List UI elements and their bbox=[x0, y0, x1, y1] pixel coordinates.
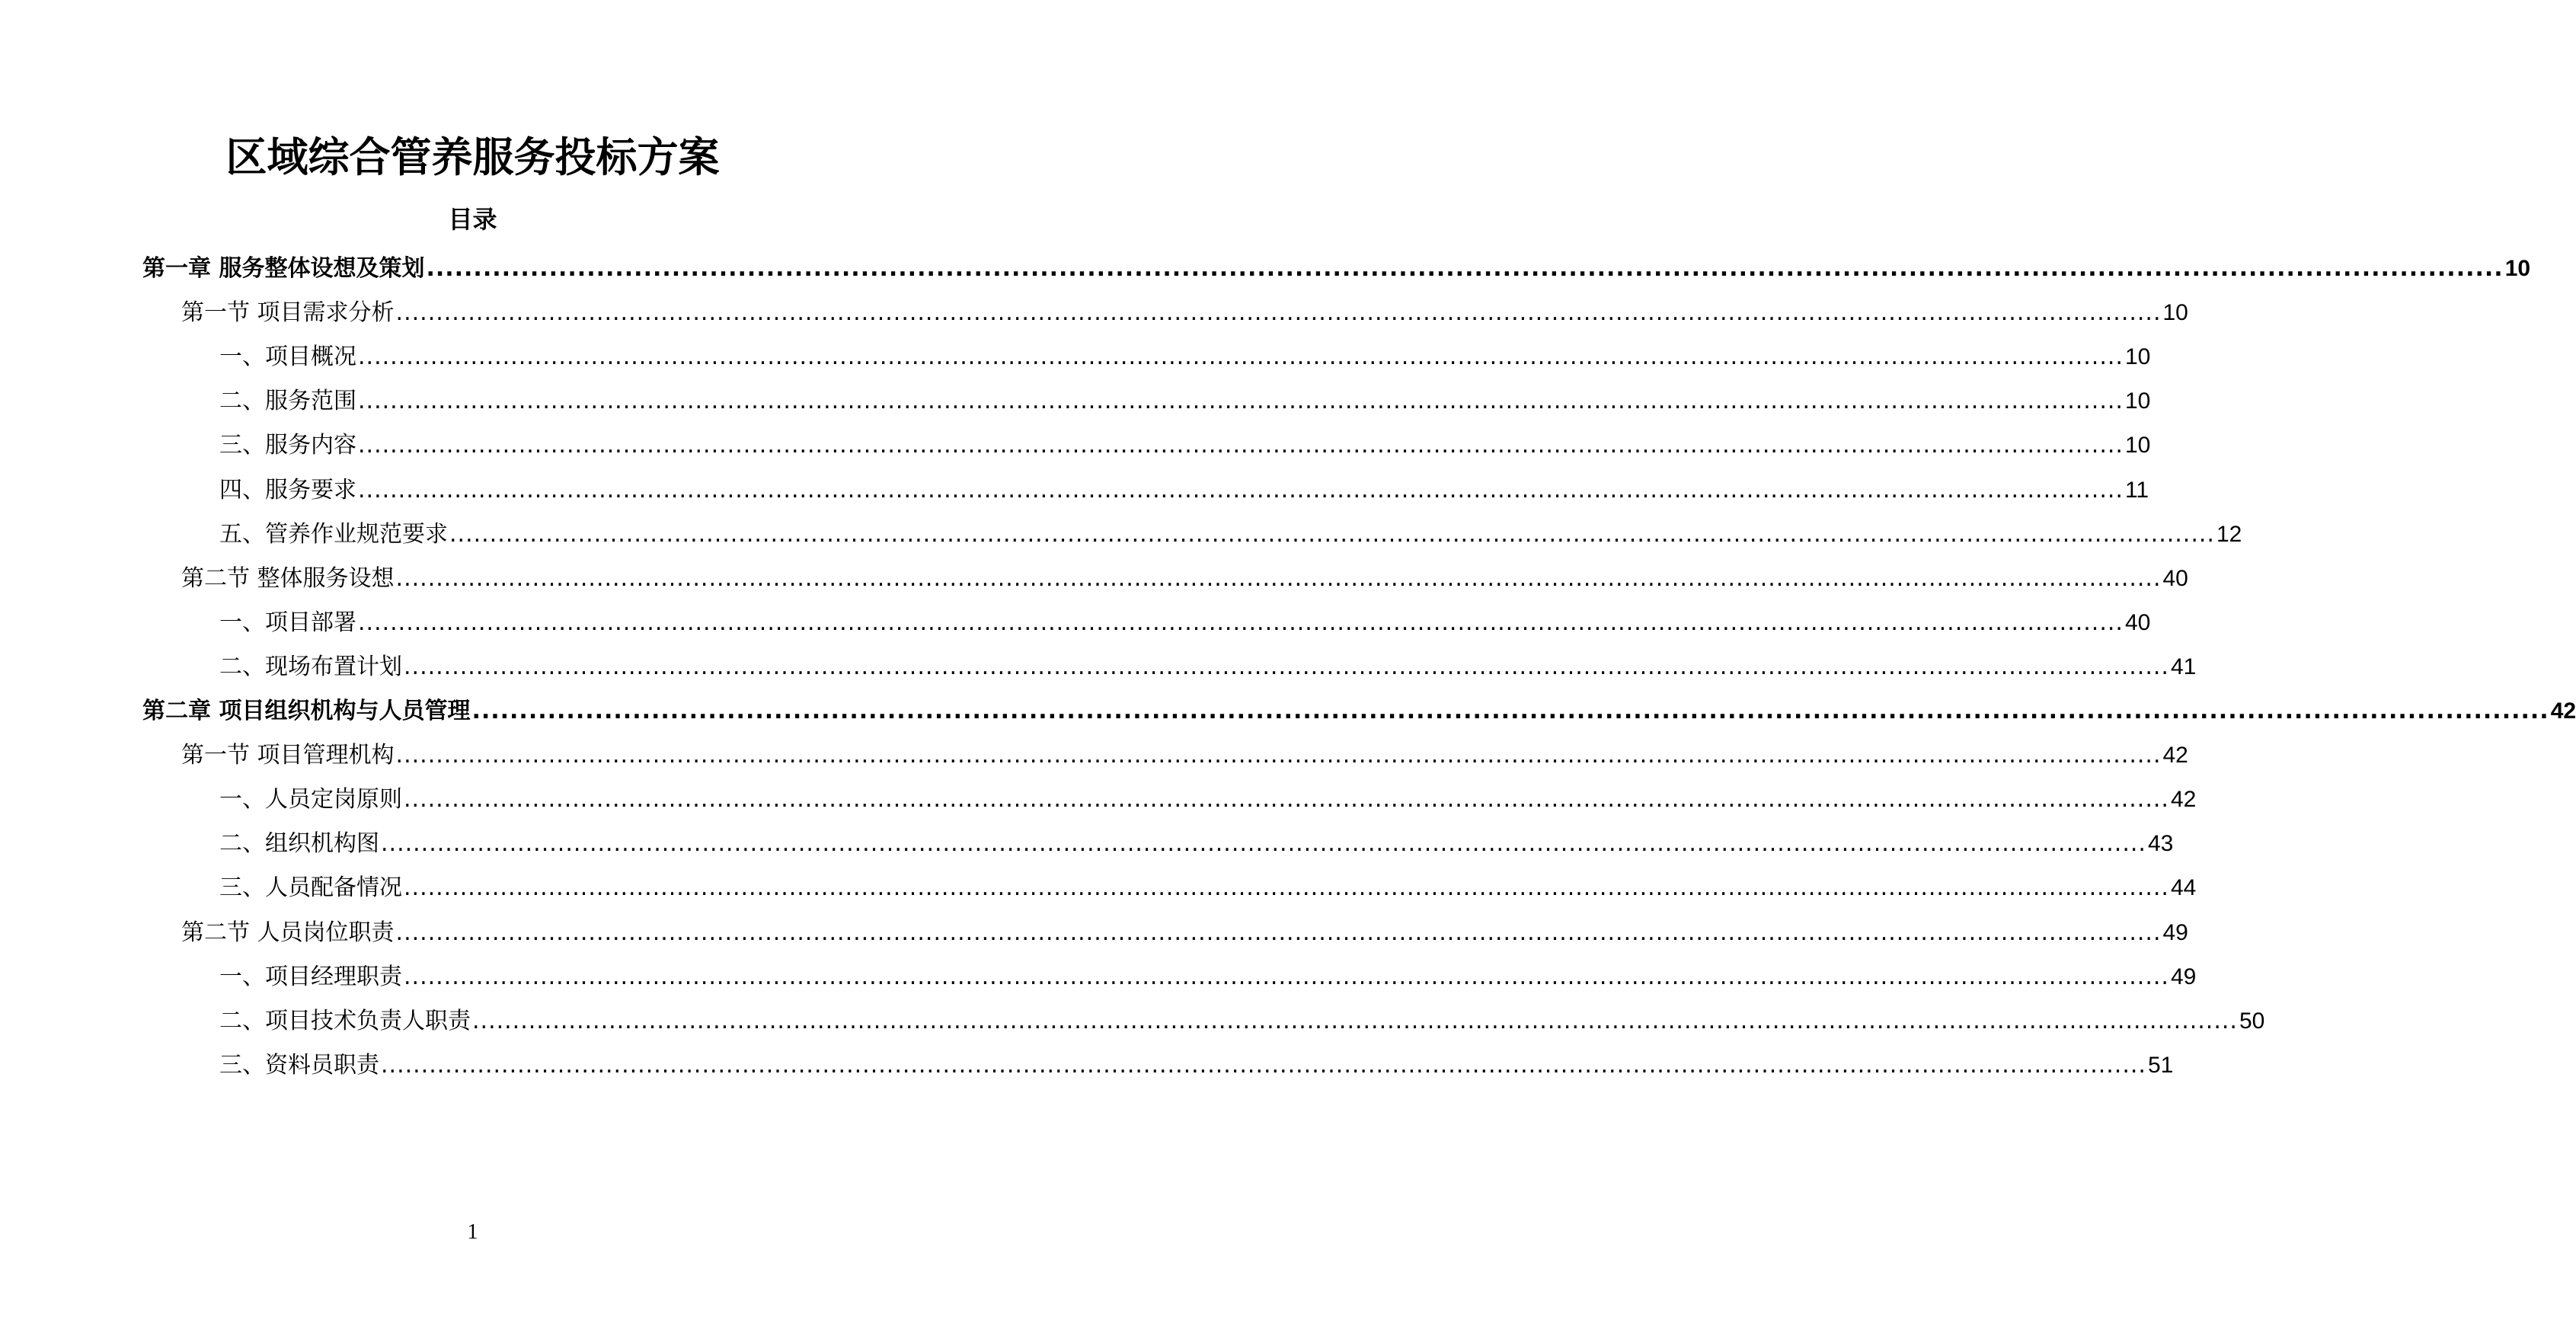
toc-dot-leader: ............................................................................................................................................................................................................................ bbox=[404, 786, 2169, 813]
toc-dot-leader: ............................................................................................................................................................................................................................ bbox=[358, 388, 2124, 415]
toc-entry-page: 50 bbox=[2239, 1008, 2265, 1034]
toc-dot-leader: ............................................................................................................................................................................................................................ bbox=[449, 520, 2215, 548]
toc-entry-page: 11 bbox=[2124, 477, 2149, 503]
toc-entry-label: 三、人员配备情况 bbox=[219, 874, 402, 902]
toc-entry[interactable] bbox=[219, 869, 2197, 907]
toc-dot-leader: ............................................................................................................................................................................................................................ bbox=[404, 874, 2169, 902]
toc-entry[interactable] bbox=[181, 294, 2188, 332]
toc-entry-page: 42 bbox=[2170, 787, 2197, 813]
toc-entry-page: 43 bbox=[2147, 831, 2174, 857]
toc-entry-label: 二、组织机构图 bbox=[219, 830, 379, 858]
toc-entry-label: 第二章 项目组织机构与人员管理 bbox=[142, 698, 471, 724]
toc-entry[interactable] bbox=[219, 781, 2197, 819]
toc-entry-page: 49 bbox=[2162, 919, 2188, 945]
toc-entry-page: 40 bbox=[2124, 609, 2151, 635]
toc-entry-label: 第一节 项目管理机构 bbox=[181, 742, 395, 769]
page-number: 1 bbox=[467, 1220, 478, 1244]
toc-entry-label: 一、项目概况 bbox=[219, 344, 356, 371]
toc-entry[interactable] bbox=[181, 560, 2188, 598]
toc-entry-label: 第二节 人员岗位职责 bbox=[181, 919, 395, 946]
toc-dot-leader: ............................................................................................................................................................................................................................ bbox=[358, 609, 2124, 636]
toc-dot-leader: ............................................................................................................................................................................................................................ bbox=[381, 1051, 2146, 1079]
toc-entry[interactable] bbox=[219, 338, 2151, 376]
toc-dot-leader: ............................................................................................................................................................................................................................ bbox=[395, 919, 2162, 946]
toc-dot-leader: ............................................................................................................................................................................................................................ bbox=[358, 476, 2124, 503]
toc-dot-leader: ............................................................................................................................................................................................................................ bbox=[395, 299, 2162, 327]
toc-entry-page: 51 bbox=[2147, 1052, 2174, 1078]
toc-entry[interactable] bbox=[181, 737, 2188, 775]
toc-dot-leader: ............................................................................................................................................................................................................................ bbox=[404, 653, 2169, 680]
toc-entry[interactable] bbox=[219, 1002, 2265, 1040]
toc-heading: 目录 bbox=[448, 205, 497, 234]
toc-entry[interactable] bbox=[219, 516, 2242, 554]
toc-entry-page: 10 bbox=[2504, 256, 2531, 281]
toc-entry-label: 第一节 项目需求分析 bbox=[181, 299, 395, 327]
toc-entry[interactable] bbox=[219, 604, 2151, 642]
toc-entry[interactable] bbox=[142, 692, 2576, 730]
toc-entry[interactable] bbox=[219, 1047, 2174, 1085]
toc-entry[interactable] bbox=[219, 825, 2174, 863]
toc-entry-label: 一、人员定岗原则 bbox=[219, 786, 402, 813]
toc-entry-page: 44 bbox=[2170, 875, 2197, 901]
toc-entry-page: 10 bbox=[2124, 344, 2151, 370]
toc-dot-leader: ............................................................................................................................................................................................................................ bbox=[404, 963, 2169, 990]
toc-entry-page: 10 bbox=[2124, 388, 2151, 414]
toc-entry-label: 第一章 服务整体设想及策划 bbox=[142, 255, 425, 282]
toc-entry[interactable] bbox=[219, 427, 2151, 465]
toc-entry-page: 41 bbox=[2170, 654, 2197, 679]
toc-dot-leader: ............................................................................................................................................................................................................................ bbox=[426, 255, 2504, 282]
toc-entry-label: 五、管养作业规范要求 bbox=[219, 520, 448, 548]
toc-dot-leader: ............................................................................................................................................................................................................................ bbox=[395, 564, 2162, 592]
document-title: 区域综合管养服务投标方案 bbox=[225, 133, 720, 181]
toc-entry[interactable] bbox=[142, 250, 2531, 288]
toc-entry-label: 二、服务范围 bbox=[219, 388, 356, 415]
toc-entry[interactable] bbox=[219, 648, 2197, 686]
toc-entry-label: 四、服务要求 bbox=[219, 476, 356, 503]
toc-entry-label: 一、项目部署 bbox=[219, 609, 356, 636]
toc-entry-page: 10 bbox=[2162, 300, 2188, 326]
toc-entry-label: 三、资料员职责 bbox=[219, 1051, 379, 1079]
toc-entry-page: 12 bbox=[2216, 521, 2242, 547]
toc-dot-leader: ............................................................................................................................................................................................................................ bbox=[381, 830, 2146, 858]
toc-entry[interactable] bbox=[219, 382, 2151, 420]
toc-dot-leader: ............................................................................................................................................................................................................................ bbox=[395, 742, 2162, 769]
toc-entry-page: 42 bbox=[2550, 698, 2576, 724]
toc-entry[interactable] bbox=[219, 958, 2197, 996]
toc-dot-leader: ............................................................................................................................................................................................................................ bbox=[471, 698, 2549, 724]
toc-dot-leader: ............................................................................................................................................................................................................................ bbox=[472, 1007, 2238, 1034]
toc-entry-page: 49 bbox=[2170, 964, 2197, 989]
toc-entry-page: 42 bbox=[2162, 743, 2188, 769]
toc-entry-label: 三、服务内容 bbox=[219, 432, 356, 459]
toc-dot-leader: ............................................................................................................................................................................................................................ bbox=[358, 344, 2124, 371]
toc-entry[interactable] bbox=[219, 471, 2149, 510]
toc-entry-label: 一、项目经理职责 bbox=[219, 963, 402, 990]
toc-entry-label: 第二节 整体服务设想 bbox=[181, 564, 395, 592]
toc-entry-label: 二、现场布置计划 bbox=[219, 653, 402, 680]
toc-dot-leader: ............................................................................................................................................................................................................................ bbox=[358, 432, 2124, 459]
toc-entry[interactable] bbox=[181, 914, 2188, 952]
toc-entry-page: 40 bbox=[2162, 565, 2188, 591]
toc-entry-label: 二、项目技术负责人职责 bbox=[219, 1007, 471, 1034]
toc-entry-page: 10 bbox=[2124, 433, 2151, 459]
